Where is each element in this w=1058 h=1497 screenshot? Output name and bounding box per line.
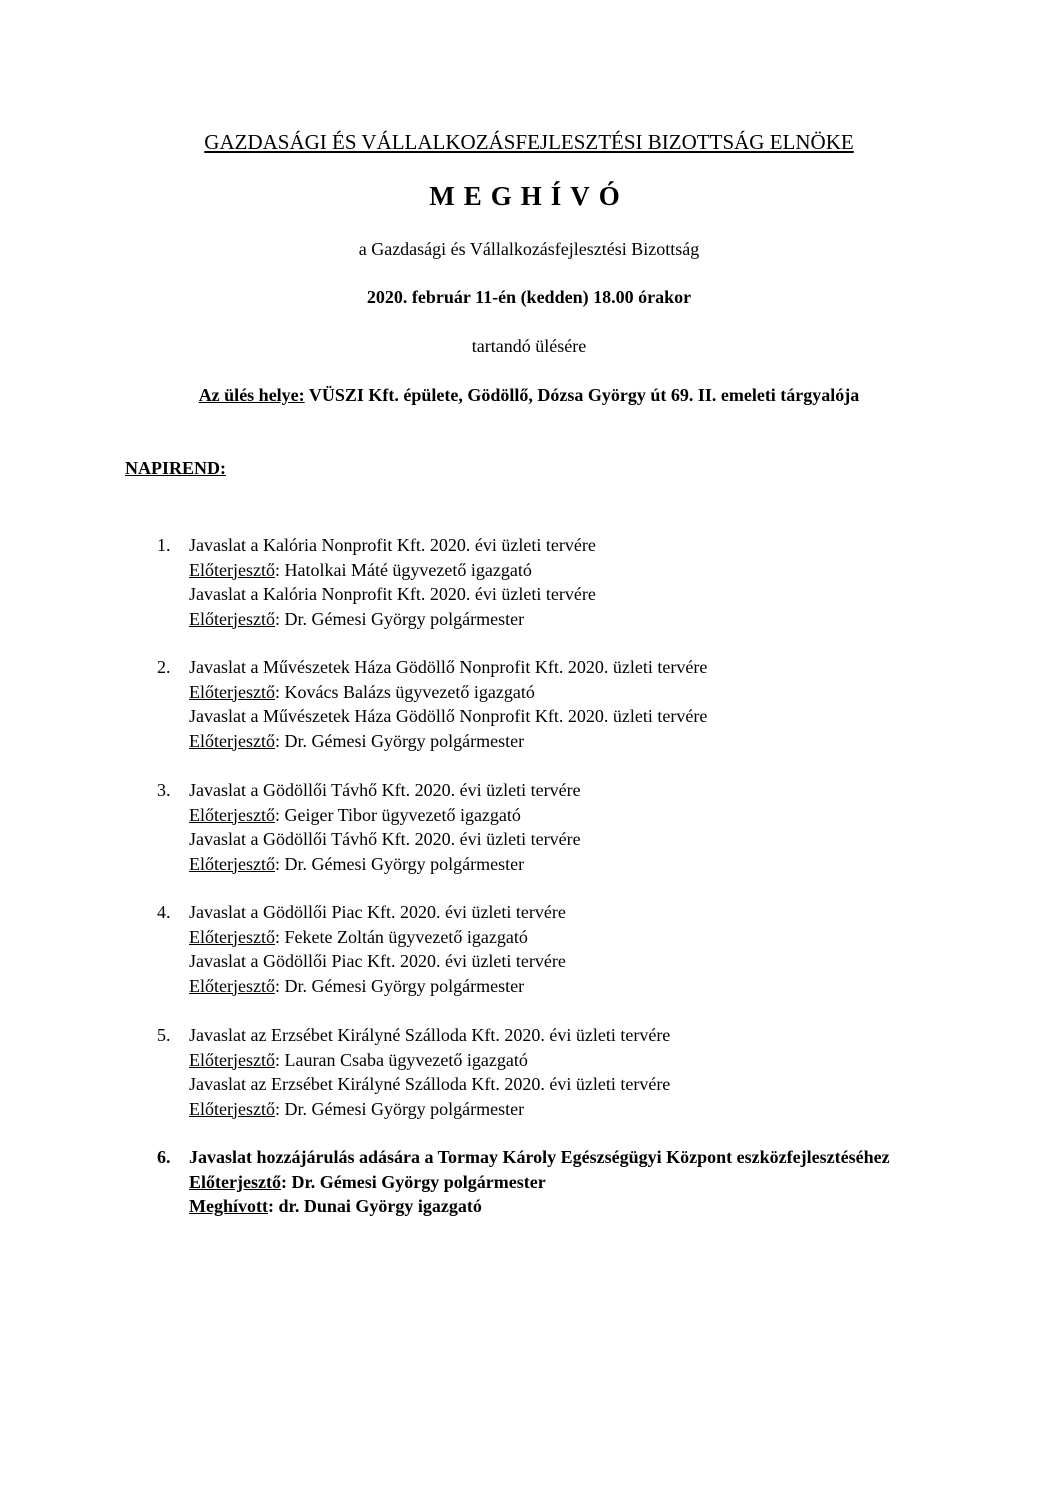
invited-line [189, 1194, 933, 1219]
presenter-label: Előterjesztő [189, 853, 275, 874]
presenter-label: Előterjesztő [189, 559, 275, 580]
presenter-name: : Fekete Zoltán ügyvezető igazgató [274, 926, 528, 947]
invited-label: Meghívott [189, 1196, 268, 1216]
presenter-line [189, 680, 933, 705]
presenter-label: Előterjesztő [189, 608, 275, 629]
presenter-label: Előterjesztő [189, 681, 275, 702]
subtitle: a Gazdasági és Vállalkozásfejlesztési Bizottság [358, 239, 700, 259]
agenda-item [157, 900, 933, 998]
presenter-line [189, 729, 933, 754]
item-number: 5. [157, 1025, 171, 1045]
presenter-line [189, 1097, 933, 1122]
presenter-label: Előterjesztő [189, 730, 275, 751]
agenda-item [157, 778, 933, 876]
item-title: Javaslat az Erzsébet Királyné Szálloda Kft. 2020. évi üzleti tervére [189, 1025, 671, 1045]
item-title: Javaslat a Gödöllői Piac Kft. 2020. évi üzleti tervére [189, 902, 566, 922]
agenda-item [157, 655, 933, 753]
presenter-name: : Dr. Gémesi György polgármester [274, 608, 525, 629]
presenter-name: : Geiger Tibor ügyvezető igazgató [274, 804, 521, 825]
item-title: Javaslat az Erzsébet Királyné Szálloda Kft. 2020. évi üzleti tervére [189, 1074, 671, 1094]
presenter-line [189, 1048, 933, 1073]
document-title: MEGHÍVÓ [429, 181, 629, 211]
committee-heading: GAZDASÁGI ÉS VÁLLALKOZÁSFEJLESZTÉSI BIZOTTSÁG ELNÖKE [204, 130, 854, 154]
presenter-name: : Hatolkai Máté ügyvezető igazgató [274, 559, 532, 580]
meeting-location [0, 385, 1058, 406]
agenda-item [157, 1145, 933, 1219]
location-label: Az ülés helye: [198, 385, 305, 405]
item-title: Javaslat a Művészetek Háza Gödöllő Nonprofit Kft. 2020. üzleti tervére [189, 657, 708, 677]
presenter-label: Előterjesztő [189, 975, 275, 996]
presenter-name: : Dr. Gémesi György polgármester [274, 853, 525, 874]
presenter-line [189, 607, 933, 632]
presenter-label: Előterjesztő [189, 1171, 281, 1192]
item-title: Javaslat a Gödöllői Távhő Kft. 2020. évi üzleti tervére [189, 829, 581, 849]
location-text: VÜSZI Kft. épülete, Gödöllő, Dózsa György út 69. II. emeleti tárgyalója [304, 385, 860, 405]
presenter-name: : Lauran Csaba ügyvezető igazgató [274, 1049, 528, 1070]
presenter-label: Előterjesztő [189, 1098, 275, 1119]
meeting-date: 2020. február 11-én (kedden) 18.00 órakor [366, 287, 692, 307]
item-title: Javaslat a Gödöllői Távhő Kft. 2020. évi üzleti tervére [189, 780, 581, 800]
item-number: 1. [157, 535, 171, 555]
presenter-name: : Kovács Balázs ügyvezető igazgató [274, 681, 535, 702]
presenter-line [189, 1170, 933, 1195]
presenter-name: : Dr. Gémesi György polgármester [274, 975, 525, 996]
presenter-name: : Dr. Gémesi György polgármester [274, 730, 525, 751]
presenter-line [189, 852, 933, 877]
item-title: Javaslat a Gödöllői Piac Kft. 2020. évi üzleti tervére [189, 951, 566, 971]
presenter-label: Előterjesztő [189, 926, 275, 947]
presenter-line [189, 558, 933, 583]
presenter-line [189, 925, 933, 950]
presenter-line [189, 974, 933, 999]
presenter-line [189, 803, 933, 828]
agenda-item [157, 1023, 933, 1121]
presenter-label: Előterjesztő [189, 1049, 275, 1070]
item-title: Javaslat a Művészetek Háza Gödöllő Nonprofit Kft. 2020. üzleti tervére [189, 706, 708, 726]
item-number: 2. [157, 657, 171, 677]
invited-name: : dr. Dunai György igazgató [267, 1196, 482, 1216]
agenda-item [157, 533, 933, 631]
item-title: Javaslat hozzájárulás adására a Tormay Károly Egészségügyi Központ eszközfejlesztéséhez [189, 1147, 890, 1167]
presenter-name: : Dr. Gémesi György polgármester [274, 1098, 525, 1119]
agenda-heading: NAPIREND: [125, 458, 226, 478]
item-title: Javaslat a Kalória Nonprofit Kft. 2020. évi üzleti tervére [189, 535, 596, 555]
meeting-text: tartandó ülésére [471, 336, 587, 356]
item-number: 4. [157, 902, 171, 922]
item-number: 6. [157, 1147, 171, 1167]
presenter-label: Előterjesztő [189, 804, 275, 825]
item-title: Javaslat a Kalória Nonprofit Kft. 2020. évi üzleti tervére [189, 584, 596, 604]
presenter-name: : Dr. Gémesi György polgármester [280, 1171, 546, 1192]
item-number: 3. [157, 780, 171, 800]
